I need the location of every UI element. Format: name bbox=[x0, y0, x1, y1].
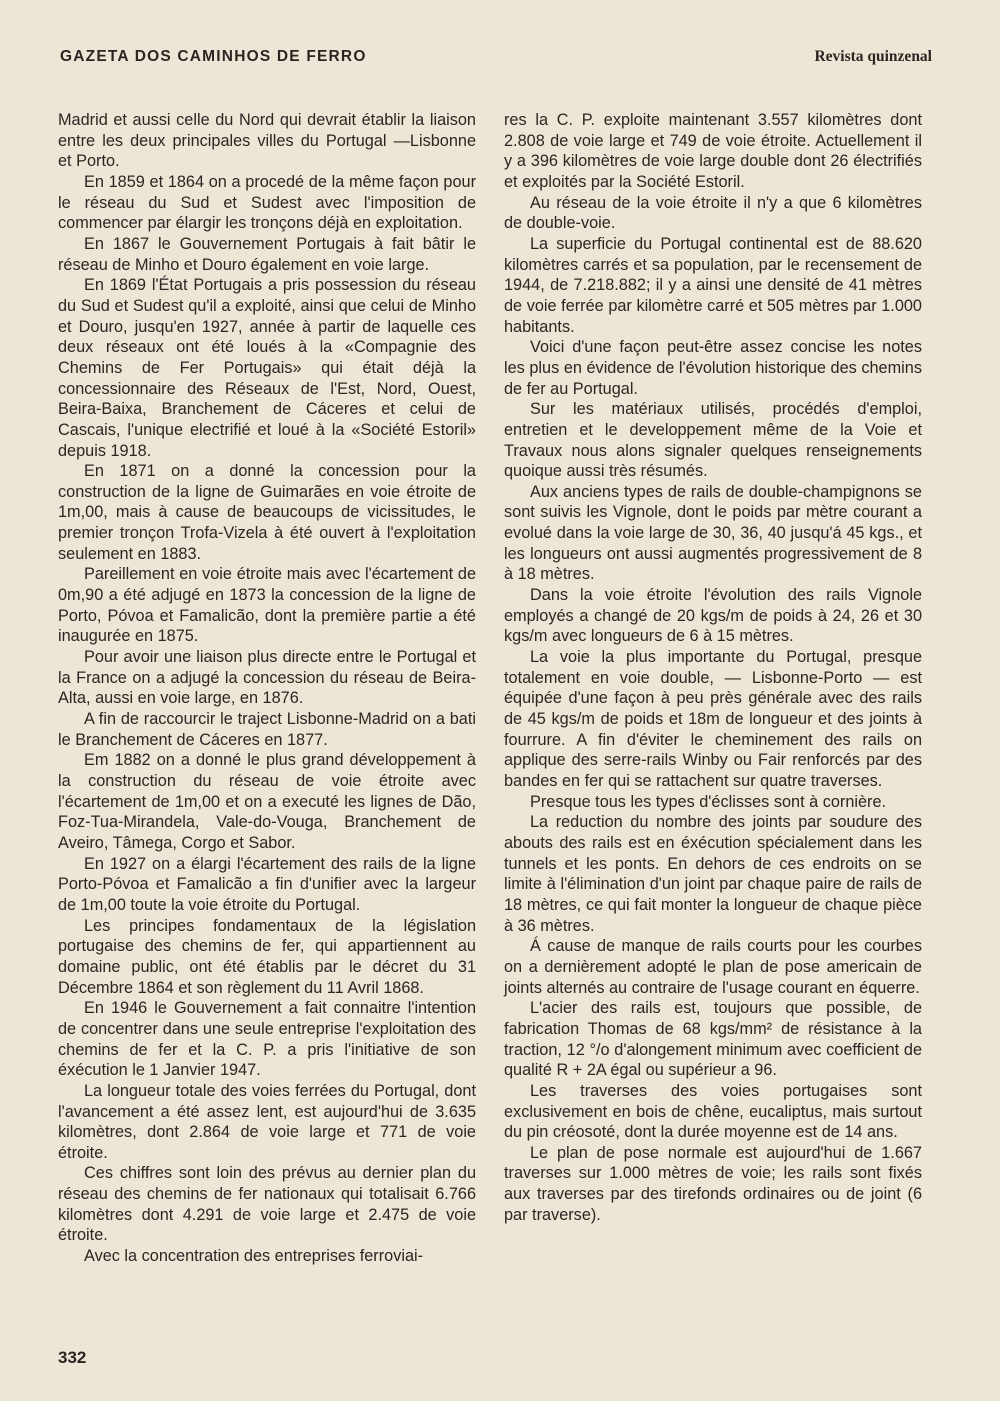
left-column bbox=[58, 110, 476, 1267]
paragraph: La voie la plus importante du Portugal, presque totalement en voie double, — Lisbonne-Porto — est équipée d'une façon à peu près générale avec des rails de 45 kgs/m de poids et 18m de longueur et des joints à fourrure. A fin d'éviter le cheminement des rails on applique des serre-rails Winby ou Fair renforcés par des bandes en fer qui se rattachent sur quatre traverses. bbox=[504, 648, 922, 790]
right-column bbox=[504, 110, 922, 1225]
paragraph: res la C. P. exploite maintenant 3.557 kilomètres dont 2.808 de voie large et 749 de voie étroite. Actuellement il y a 396 kilomètres de voie large double dont 26 électrifiés et exploités par la Société Estoril. bbox=[504, 111, 922, 191]
paragraph: Pour avoir une liaison plus directe entre le Portugal et la France on a adjugé la concession du réseau de Beira-Alta, aussi en voie large, en 1876. bbox=[58, 648, 476, 708]
paragraph: Presque tous les types d'éclisses sont à cornière. bbox=[530, 792, 887, 811]
paragraph: Pareillement en voie étroite mais avec l'écartement de 0m,90 a été adjugé en 1873 la concession de la ligne de Porto, Póvoa et Famalicão, dont la première partie a été inaugurée en 1875. bbox=[58, 565, 476, 646]
paragraph: Les principes fondamentaux de la législation portugaise des chemins de fer, qui appartiennent au domaine public, ont été établis par le décret du 31 Décembre 1864 et son règlement du 11 Avril 1868. bbox=[58, 916, 476, 997]
paragraph: La longueur totale des voies ferrées du Portugal, dont l'avancement a été assez lent, est aujourd'hui de 3.635 kilomètres, dont 2.864 de voie large et 771 de voie étroite. bbox=[58, 1081, 476, 1162]
paragraph: En 1867 le Gouvernement Portugais à fait bâtir le réseau de Minho et Douro également en voie large. bbox=[58, 234, 476, 274]
paragraph: En 1927 on a élargi l'écartement des rails de la ligne Porto-Póvoa et Famalicão a fin d'unifier avec la largeur de 1m,00 toute la voie étroite du Portugal. bbox=[58, 854, 476, 914]
paragraph: La reduction du nombre des joints par soudure des abouts des rails est en éxécution spécialement dans les tunnels et les ponts. En dehors de ces endroits on se limite à l'élimination d'un joint par chaque paire de rails de 18 mètres, ce qui fait monter la longueur de chaque pièce à 36 mètres. bbox=[504, 813, 922, 935]
paragraph: En 1946 le Gouvernement a fait connaitre l'intention de concentrer dans une seule entreprise l'exploitation des chemins de fer et la C. P. a pris l'initiative de son éxécution le 1 Janvier 1947. bbox=[58, 999, 476, 1080]
page-number: 332 bbox=[58, 1348, 87, 1367]
journal-subtitle: Revista quinzenal bbox=[814, 48, 932, 65]
paragraph: Madrid et aussi celle du Nord qui devrait établir la liaison entre les deux principales villes du Portugal —Lisbonne et Porto. bbox=[58, 111, 476, 171]
paragraph: Ces chiffres sont loin des prévus au dernier plan du réseau des chemins de fer nationaux qui totalisait 6.766 kilomètres dont 4.291 de voie large et 2.475 de voie étroite. bbox=[58, 1164, 476, 1245]
paragraph: Avec la concentration des entreprises ferroviai- bbox=[84, 1247, 424, 1266]
paragraph: Les traverses des voies portugaises sont exclusivement en bois de chêne, eucaliptus, mais surtout du pin créosoté, dont la durée moyenne est de 14 ans. bbox=[504, 1081, 922, 1142]
paragraph: En 1859 et 1864 on a procedé de la même façon pour le réseau du Sud et Sudest avec l'imposition de commencer par élargir les tronçons déjà en exploitation. bbox=[58, 172, 476, 233]
paragraph: Sur les matériaux utilisés, procédés d'emploi, entretien et le developpement même de la Voie et Travaux nous alons signaler quelques renseignements quoique aussi très résumés. bbox=[504, 400, 922, 481]
paragraph: Au réseau de la voie étroite il n'y a que 6 kilomètres de double-voie. bbox=[504, 193, 922, 233]
paragraph: Dans la voie étroite l'évolution des rails Vignole employés a changé de 20 kgs/m de poids à 24, 26 et 30 kgs/m avec longueurs de 6 à 15 mètres. bbox=[504, 586, 922, 646]
paragraph: A fin de raccourcir le traject Lisbonne-Madrid on a bati le Branchement de Cáceres en 1877. bbox=[58, 710, 476, 749]
paragraph: Á cause de manque de rails courts pour les courbes on a dernièrement adopté le plan de pose americain de joints alternés au contraire de l'usage courant en équerre. bbox=[504, 937, 922, 997]
paragraph: La superficie du Portugal continental est de 88.620 kilomètres carrés et sa population, par le recensement de 1944, de 7.218.882; il y a ainsi une densité de 41 mètres de voie ferrée par kilomètre carré et 505 mètres par 1.000 habitants. bbox=[504, 234, 922, 336]
paragraph: En 1871 on a donné la concession pour la construction de la ligne de Guimarães en voie étroite de 1m,00, mais à cause de beaucoups de vicissitudes, le premier tronçon Trofa-Vizela à été ouvert à l'exploitation seulement en 1883. bbox=[58, 462, 476, 563]
paragraph: Voici d'une façon peut-être assez concise les notes les plus en évidence de l'évolution historique des chemins de fer au Portugal. bbox=[504, 338, 922, 398]
paragraph: L'acier des rails est, toujours que possible, de fabrication Thomas de 68 kgs/mm² de résistance à la traction, 12 °/o d'alongement minimum avec coefficient de qualité R + 2A égal ou supérieur a 96. bbox=[504, 999, 922, 1080]
paragraph: Aux anciens types de rails de double-champignons se sont suivis les Vignole, dont le poids par mètre courant a evolué dans la voie large de 30, 36, 40 jusqu'á 45 kgs., et les longueurs ont aussi augmentés progressivement de 8 à 18 mètres. bbox=[504, 482, 922, 584]
paragraph: En 1869 l'État Portugais a pris possession du réseau du Sud et Sudest qu'il a exploité, ainsi que celui de Minho et Douro, jusqu'en 1927, année à partir de laquelle ces deux réseaux ont été loués à la «Compagnie des Chemins de Fer Portugais» qui était déjà la concessionnaire des Réseaux de l'Est, Nord, Ouest, Beira-Baixa, Branchement de Cáceres et celui de Cascais, l'unique electrifié et loué à la «Société Estoril» depuis 1918. bbox=[58, 276, 476, 460]
paragraph: Le plan de pose normale est aujourd'hui de 1.667 traverses sur 1.000 mètres de voie; les rails sont fixés aux traverses par des tirefonds ordinaires ou de joint (6 par traverse). bbox=[504, 1143, 922, 1224]
paragraph: Em 1882 on a donné le plus grand développement à la construction du réseau de voie étroite avec l'écartement de 1m,00 et on a executé les lignes de Dão, Foz-Tua-Mirandela, Vale-do-Vouga, Branchement de Aveiro, Tâmega, Corgo et Sabor. bbox=[58, 751, 476, 852]
journal-title: GAZETA DOS CAMINHOS DE FERRO bbox=[60, 48, 367, 65]
page-header bbox=[60, 48, 932, 66]
